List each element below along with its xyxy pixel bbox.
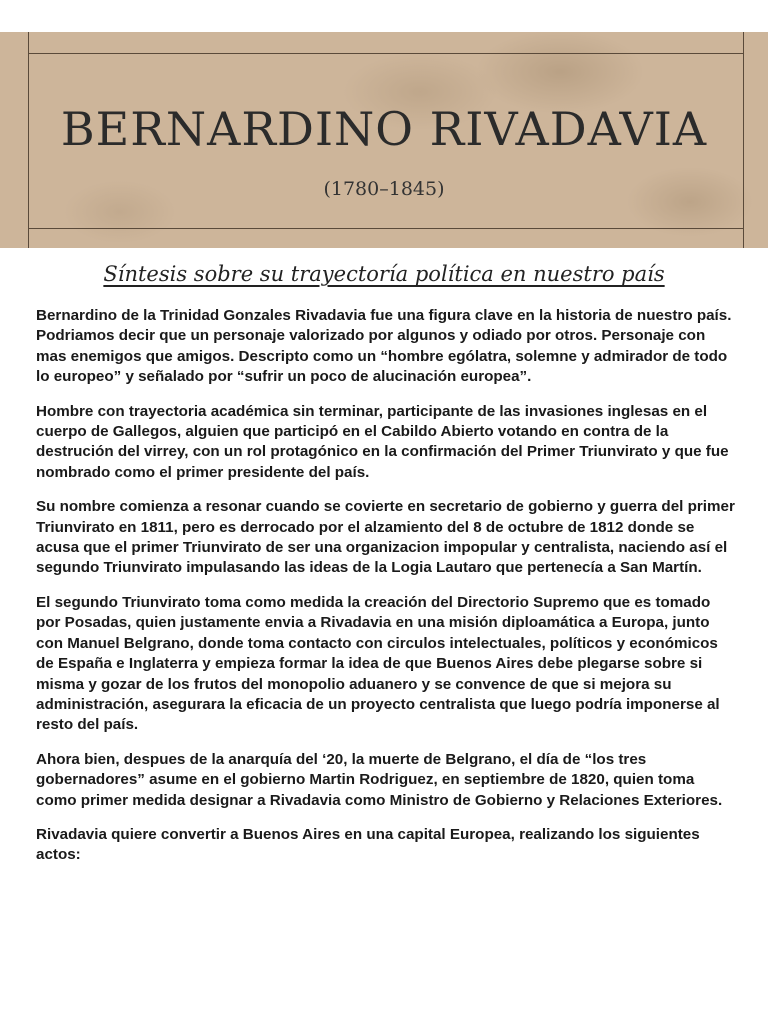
section-subtitle: Síntesis sobre su trayectoría política en nuestro país [103, 262, 665, 286]
paragraph: Hombre con trayectoria académica sin terminar, participante de las invasiones inglesas en el cuerpo de Gallegos, alguien que participó en el Cabildo Abierto votando en contra de la destrución del virrey, con un rol protagónico en la confirmación del Primer Triunvirato y que fue nombrado como el primer presidente del país. [36, 402, 729, 481]
paragraph: Bernardino de la Trinidad Gonzales Rivadavia fue una figura clave en la historia de nuestro país. Podriamos decir que un personaje valorizado por algunos y odiado por otros. Personaje con mas enemigos que amigos. Descripto como un “hombre ególatra, solemne y admirador de todo lo europeo” y señalado por “sufrir un poco de alucinación europea”. [36, 307, 732, 386]
body-text [36, 306, 736, 880]
page-title: BERNARDINO RIVADAVIA [60, 102, 708, 156]
paragraph: El segundo Triunvirato toma como medida la creación del Directorio Supremo que es tomado por Posadas, quien justamente envia a Rivadavia en una misión diploamática a Europa, junto con Manuel Belgrano, donde toma contacto con circulos intelectuales, políticos y económicos de España e Inglaterra y empieza formar la idea de que Buenos Aires debe plegarse sobre si misma y gozar de los frutos del monopolio aduanero y se convence de que si mejora su administración, asegurara la eficacia de un proyecto centralista que luego podría imponerse al resto del país. [36, 593, 720, 734]
paragraph: Ahora bien, despues de la anarquía del ‘20, la muerte de Belgrano, el día de “los tres gobernadores” asume en el gobierno Martin Rodriguez, en septiembre de 1820, quien toma como primer medida designar a Rivadavia como Ministro de Gobierno y Relaciones Exteriores. [36, 750, 723, 809]
top-border-line [28, 53, 744, 54]
bottom-border-line [28, 228, 744, 229]
paragraph: Rivadavia quiere convertir a Buenos Aires en una capital Europea, realizando los siguientes actos: [36, 825, 700, 864]
paragraph: Su nombre comienza a resonar cuando se covierte en secretario de gobierno y guerra del primer Triunvirato en 1811, pero es derrocado por el alzamiento del 8 de octubre de 1812 donde se acusa que el primer Triunvirato de ser una organizacion impopular y centralista, naciendo así el segundo Triunvirato impulasando las ideas de la Logia Lautaro que pertenecía a San Martín. [36, 498, 735, 577]
life-years: (1780–1845) [323, 178, 445, 200]
header-banner [0, 32, 768, 248]
